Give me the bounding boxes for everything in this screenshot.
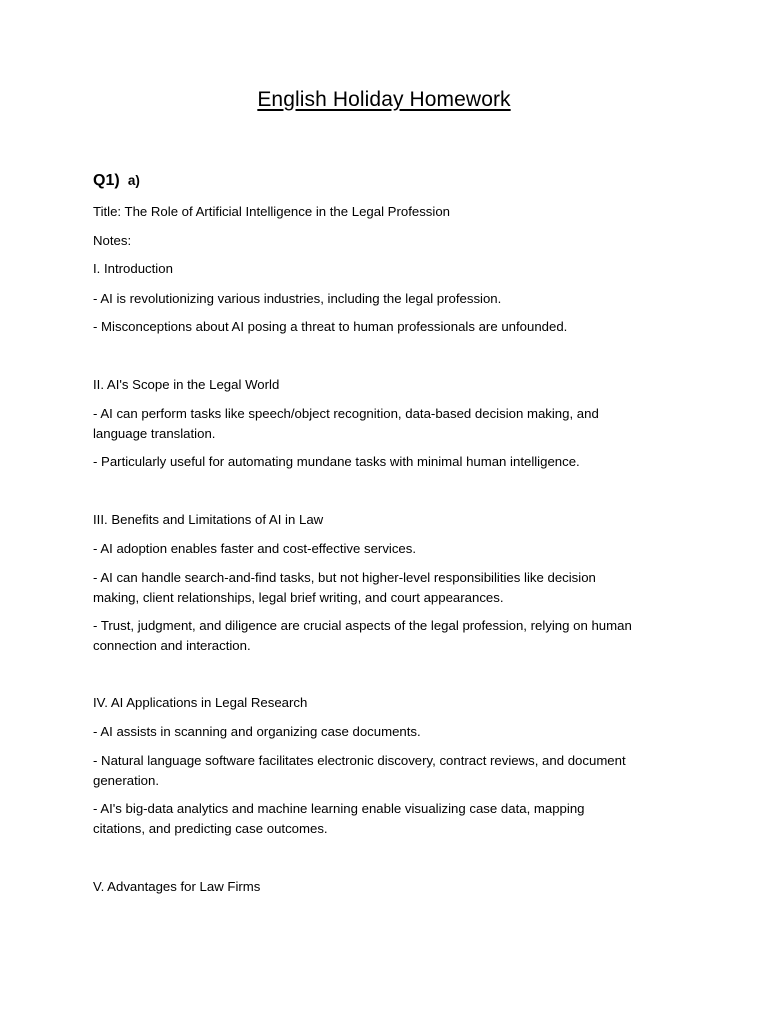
- document-title: English Holiday Homework: [257, 88, 511, 111]
- section-heading: III. Benefits and Limitations of AI in Law: [93, 512, 324, 527]
- section-heading: IV. AI Applications in Legal Research: [93, 695, 308, 710]
- section-heading: II. AI's Scope in the Legal World: [93, 377, 280, 392]
- bullet-line: - AI can handle search-and-find tasks, but not higher-level responsibilities like decision: [93, 570, 596, 585]
- bullet-line: - Particularly useful for automating mundane tasks with minimal human intelligence.: [93, 454, 580, 469]
- section-heading: I. Introduction: [93, 261, 173, 276]
- bullet-line: - AI is revolutionizing various industries, including the legal profession.: [93, 291, 502, 306]
- bullet-line: making, client relationships, legal brief writing, and court appearances.: [93, 590, 504, 605]
- bullet-line: citations, and predicting case outcomes.: [93, 821, 328, 836]
- bullet-line: - Natural language software facilitates electronic discovery, contract reviews, and document: [93, 753, 626, 768]
- bullet-line: - AI can perform tasks like speech/object recognition, data-based decision making, and: [93, 406, 599, 421]
- question-part: a): [127, 173, 140, 188]
- bullet-line: generation.: [93, 773, 159, 788]
- section-heading: V. Advantages for Law Firms: [93, 879, 261, 894]
- bullet-line: - Trust, judgment, and diligence are crucial aspects of the legal profession, relying on human: [93, 618, 632, 633]
- bullet-line: - AI assists in scanning and organizing case documents.: [93, 724, 421, 739]
- bullet-line: connection and interaction.: [93, 638, 251, 653]
- bullet-line: - AI's big-data analytics and machine learning enable visualizing case data, mapping: [93, 801, 585, 816]
- bullet-line: language translation.: [93, 426, 216, 441]
- bullet-line: - Misconceptions about AI posing a threat to human professionals are unfounded.: [93, 319, 568, 334]
- question-heading: [93, 172, 140, 190]
- question-number: Q1): [93, 172, 120, 189]
- bullet-line: - AI adoption enables faster and cost-effective services.: [93, 541, 417, 556]
- essay-title-line: Title: The Role of Artificial Intelligence in the Legal Profession: [93, 204, 450, 219]
- notes-label: Notes:: [93, 233, 132, 248]
